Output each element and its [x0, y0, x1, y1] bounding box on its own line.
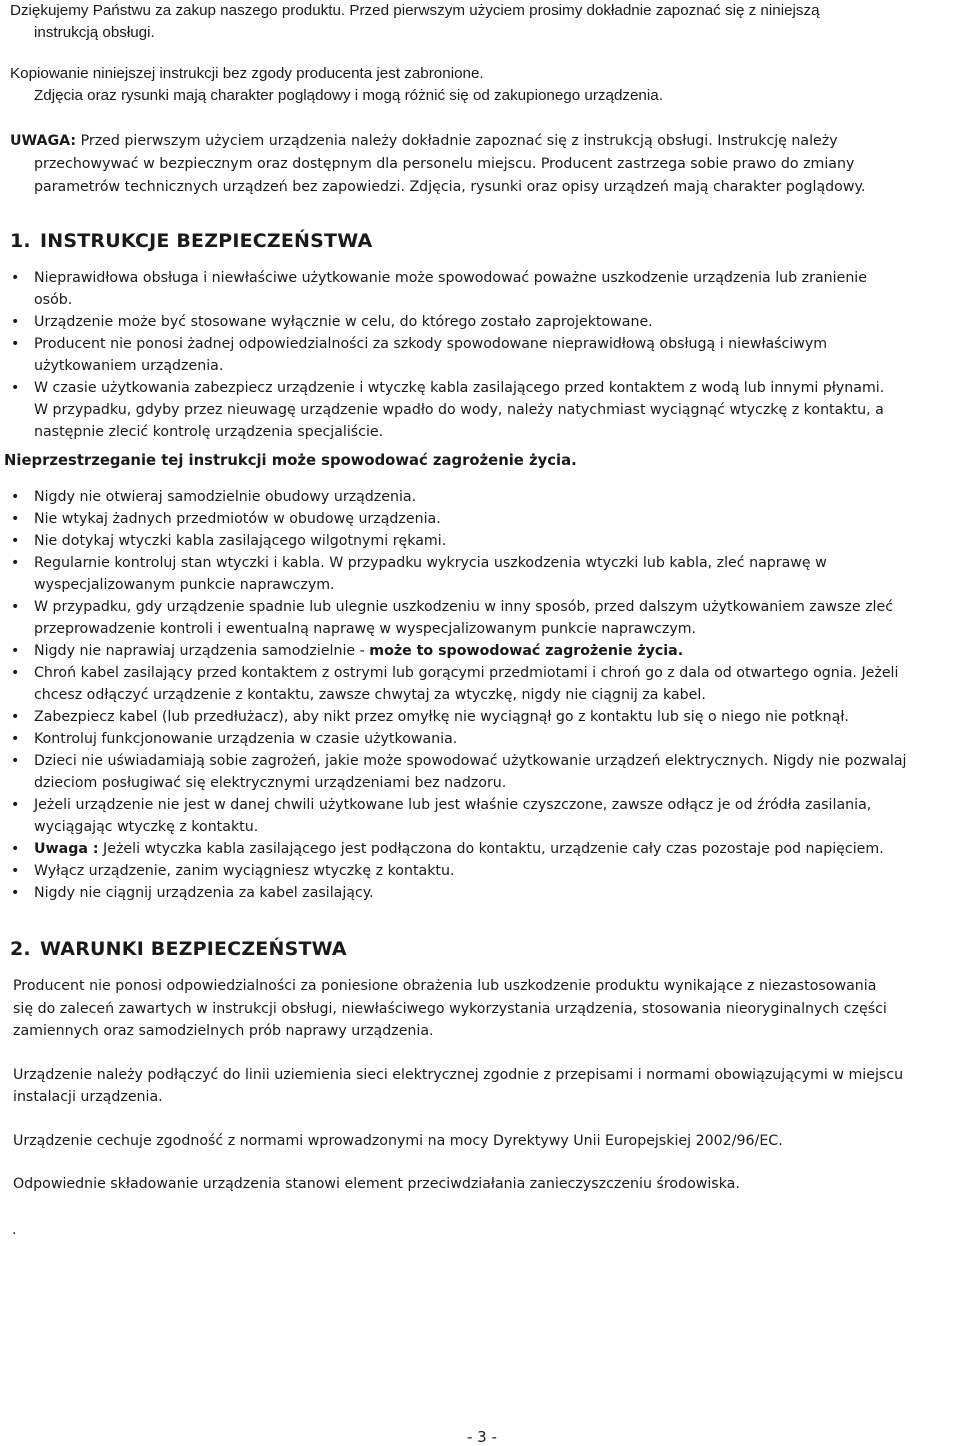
list-item	[10, 596, 960, 640]
intro-line: Zdjęcia oraz rysunki mają charakter poglądowy i mogą różnić się od zakupionego urządzenia.	[34, 87, 663, 104]
intro-block	[10, 0, 950, 107]
line-text: Nieprawidłowa obsługa i niewłaściwe użytkowanie może spowodować poważne uszkodzenie urządzenia lub zranienie	[34, 270, 867, 286]
line-text: instalacji urządzenia.	[13, 1089, 163, 1105]
line-text: zamiennych oraz samodzielnych prób naprawy urządzenia.	[13, 1023, 434, 1039]
paragraph	[13, 1064, 953, 1109]
bullet-icon: •	[11, 511, 20, 527]
line-text: następnie zlecić kontrolę urządzenia specjaliście.	[34, 424, 384, 440]
section-2-heading	[10, 938, 347, 960]
list-item	[10, 508, 960, 530]
line-text: Nigdy nie otwieraj samodzielnie obudowy urządzenia.	[34, 489, 417, 505]
list-item	[10, 860, 960, 882]
line-text: Nie wtykaj żadnych przedmiotów w obudowę urządzenia.	[34, 511, 441, 527]
line-text: wyciągając wtyczkę z kontaktu.	[34, 819, 259, 835]
list-item	[10, 882, 960, 904]
list-item	[10, 530, 960, 552]
line-text: dzieciom posługiwać się elektrycznymi urządzeniami bez nadzoru.	[34, 775, 507, 791]
paragraph	[13, 975, 953, 1043]
safety-list-1	[10, 267, 955, 443]
section-number: 1.	[10, 230, 31, 252]
line-text: Dzieci nie uświadamiają sobie zagrożeń, jakie może spowodować użytkowanie urządzeń elektrycznych. Nigdy nie pozwalaj	[34, 753, 907, 769]
line-text: W przypadku, gdyby przez nieuwagę urządzenie wpadło do wody, należy natychmiast wyciągnąć wtyczkę z kontaktu, a	[34, 402, 884, 418]
line-text: Urządzenie może być stosowane wyłącznie w celu, do którego zostało zaprojektowane.	[34, 314, 653, 330]
line-text: Nigdy nie ciągnij urządzenia za kabel zasilający.	[34, 885, 374, 901]
intro-line: Dziękujemy Państwu za zakup naszego produktu. Przed pierwszym użyciem prosimy dokładnie zapoznać się z niniejszą	[10, 2, 820, 19]
list-item	[10, 377, 955, 443]
line-text: osób.	[34, 292, 73, 308]
list-item	[10, 311, 955, 333]
paragraph	[13, 1173, 953, 1196]
life-warning: Nieprzestrzeganie tej instrukcji może spowodować zagrożenie życia.	[4, 452, 577, 469]
bullet-icon: •	[11, 533, 20, 549]
list-item	[10, 750, 960, 794]
line-text: Jeżeli wtyczka kabla zasilającego jest podłączona do kontaktu, urządzenie cały czas pozostaje pod napięciem.	[98, 841, 884, 857]
line-text: wyspecjalizowanym punkcie naprawczym.	[34, 577, 335, 593]
uwaga-block	[10, 130, 940, 199]
line-text: się do zaleceń zawartych w instrukcji obsługi, niewłaściwego wykorzystania urządzenia, stosowania nieoryginalnych części	[13, 1000, 887, 1017]
line-text: Nigdy nie naprawiaj urządzenia samodzielnie -	[34, 643, 370, 659]
line-text: Wyłącz urządzenie, zanim wyciągniesz wtyczkę z kontaktu.	[34, 863, 455, 879]
uwaga-line: przechowywać w bezpiecznym oraz dostępnym dla personelu miejscu. Producent zastrzega sobie prawo do zmiany	[34, 156, 855, 172]
line-text: W przypadku, gdy urządzenie spadnie lub ulegnie uszkodzeniu w inny sposób, przed dalszym użytkowaniem zawsze zleć	[34, 599, 894, 615]
list-item	[10, 662, 960, 706]
trailing-dot: .	[12, 1222, 17, 1238]
line-text: Odpowiednie składowanie urządzenia stanowi element przeciwdziałania zanieczyszczeniu środowiska.	[13, 1176, 740, 1192]
safety-list-2	[10, 486, 960, 904]
line-text: Nie dotykaj wtyczki kabla zasilającego wilgotnymi rękami.	[34, 533, 447, 549]
line-text: W czasie użytkowania zabezpiecz urządzenie i wtyczkę kabla zasilającego przed kontaktem z wodą lub innymi płynami.	[34, 380, 885, 396]
paragraph	[13, 1130, 953, 1153]
bullet-icon: •	[11, 731, 20, 747]
section-number: 2.	[10, 938, 31, 960]
list-item	[10, 794, 960, 838]
uwaga-text: Przed pierwszym użyciem urządzenia należy dokładnie zapoznać się z instrukcją obsługi. Instrukcję należy	[76, 133, 838, 149]
line-text: chcesz odłączyć urządzenie z kontaktu, zawsze chwytaj za wtyczkę, nigdy nie ciągnij za kabel.	[34, 687, 706, 703]
bullet-icon: •	[11, 336, 20, 352]
bullet-icon: •	[11, 841, 20, 857]
line-text: Urządzenie należy podłączyć do linii uziemienia sieci elektrycznej zgodnie z przepisami i normami obowiązującymi w miejscu	[13, 1066, 904, 1083]
list-item	[10, 267, 955, 311]
section-1-heading	[10, 230, 372, 252]
line-text: przeprowadzenie kontroli i ewentualną naprawę w wyspecjalizowanym punkcie naprawczym.	[34, 621, 697, 637]
line-text: Chroń kabel zasilający przed kontaktem z ostrymi lub gorącymi przedmiotami i chroń go z dala od otwartego ognia. Jeżeli	[34, 665, 899, 681]
uwaga-label: UWAGA:	[10, 133, 77, 149]
list-item	[10, 333, 955, 377]
section-title: WARUNKI BEZPIECZEŃSTWA	[40, 938, 347, 960]
line-text: Producent nie ponosi żadnej odpowiedzialności za szkody spowodowane nieprawidłową obsługą i niewłaściwym	[34, 336, 828, 352]
bullet-icon: •	[11, 380, 20, 396]
list-item	[10, 552, 960, 596]
bullet-icon: •	[11, 314, 20, 330]
list-item	[10, 706, 960, 728]
line-text: Producent nie ponosi odpowiedzialności za poniesione obrażenia lub uszkodzenie produktu wynikające z niezastosowania	[13, 978, 877, 994]
line-text: Urządzenie cechuje zgodność z normami wprowadzonymi na mocy Dyrektywy Unii Europejskiej 2002/96/EC.	[13, 1132, 783, 1149]
note-label: Uwaga :	[34, 841, 99, 857]
line-text: Zabezpiecz kabel (lub przedłużacz), aby nikt przez omyłkę nie wyciągnął go z kontaktu lub się o niego nie potknął.	[34, 709, 849, 725]
page-number: - 3 -	[467, 1428, 497, 1446]
line-text: Regularnie kontroluj stan wtyczki i kabla. W przypadku wykrycia uszkodzenia wtyczki lub kabla, zleć naprawę w	[34, 555, 827, 571]
bullet-icon: •	[11, 599, 20, 615]
line-text: Kontroluj funkcjonowanie urządzenia w czasie użytkowania.	[34, 731, 458, 747]
list-item	[10, 728, 960, 750]
list-item	[10, 486, 960, 508]
line-text: użytkowaniem urządzenia.	[34, 358, 224, 374]
uwaga-line: parametrów technicznych urządzeń bez zapowiedzi. Zdjęcia, rysunki oraz opisy urządzeń mają charakter poglądowy.	[34, 179, 866, 195]
bold-warning-text: może to spowodować zagrożenie życia.	[369, 643, 684, 659]
bullet-icon: •	[11, 489, 20, 505]
line-text: Jeżeli urządzenie nie jest w danej chwili użytkowane lub jest właśnie czyszczone, zawsze odłącz je od źródła zasilania,	[34, 797, 872, 813]
bullet-icon: •	[11, 270, 20, 286]
intro-line: instrukcją obsługi.	[34, 24, 155, 41]
list-item	[10, 838, 960, 860]
section-2-body	[13, 975, 953, 1217]
bullet-icon: •	[11, 643, 20, 659]
bullet-icon: •	[11, 709, 20, 725]
list-item	[10, 640, 960, 662]
bullet-icon: •	[11, 555, 20, 571]
bullet-icon: •	[11, 753, 20, 769]
bullet-icon: •	[11, 863, 20, 879]
bullet-icon: •	[11, 797, 20, 813]
uwaga-line	[10, 130, 940, 153]
bullet-icon: •	[11, 665, 20, 681]
bullet-icon: •	[11, 885, 20, 901]
intro-line: Kopiowanie niniejszej instrukcji bez zgody producenta jest zabronione.	[10, 65, 484, 82]
section-title: INSTRUKCJE BEZPIECZEŃSTWA	[40, 230, 373, 252]
